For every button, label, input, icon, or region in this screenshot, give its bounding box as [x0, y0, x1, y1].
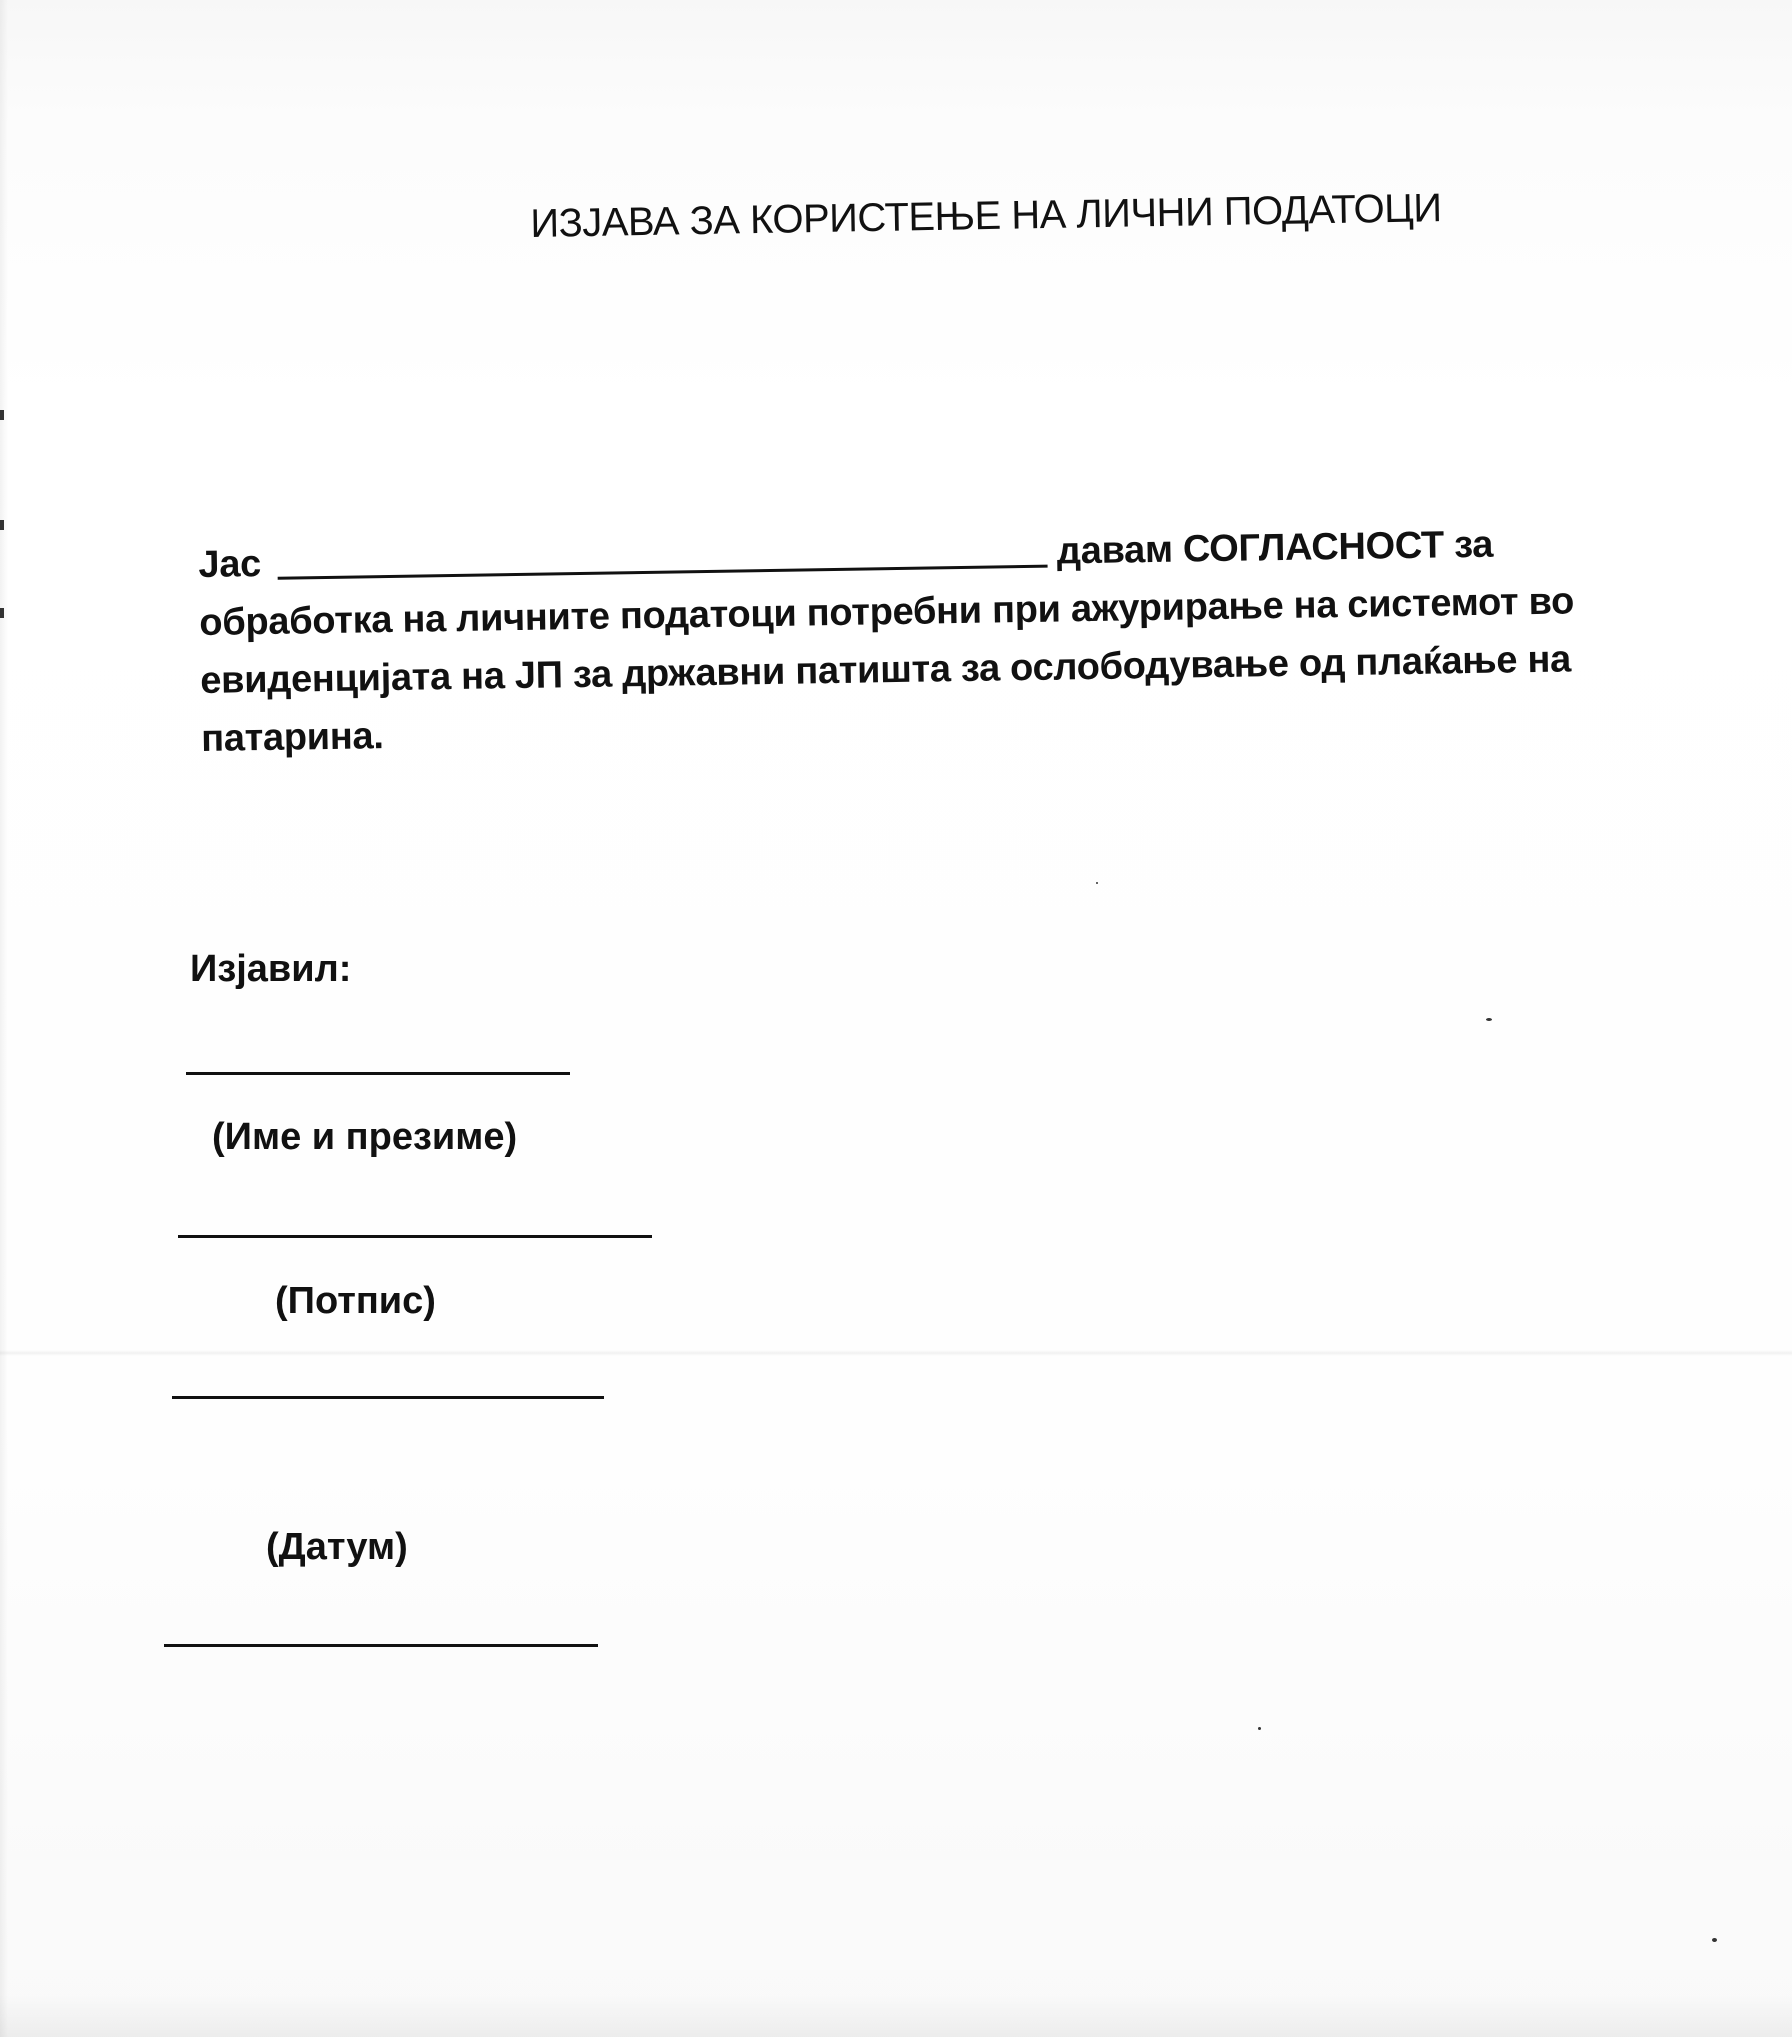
declaration-line-4: патарина.	[200, 715, 384, 760]
declared-by-label: Изјавил:	[190, 948, 352, 990]
scan-speck	[0, 410, 4, 420]
signature-line[interactable]	[178, 1235, 652, 1238]
declaration-prefix: Јас	[198, 543, 262, 586]
declaration-line-2: обработка на личните податоци потребни при ажурирање на системот во	[199, 580, 1575, 644]
signature-label: (Потпис)	[275, 1280, 436, 1322]
date-line-bottom[interactable]	[164, 1644, 598, 1647]
date-label: (Датум)	[266, 1526, 408, 1568]
scan-speck	[1096, 882, 1098, 884]
date-line-top[interactable]	[172, 1396, 604, 1399]
name-fill-in-blank[interactable]	[277, 531, 1047, 580]
scan-speck	[0, 608, 4, 618]
paper-fold-line	[0, 1350, 1792, 1356]
scan-speck	[1486, 1018, 1492, 1021]
scan-speck	[1712, 1938, 1717, 1942]
scan-speck	[1258, 1727, 1261, 1730]
scan-speck	[0, 520, 4, 530]
name-signature-line[interactable]	[186, 1072, 570, 1075]
document-title: ИЗЈАВА ЗА КОРИСТЕЊЕ НА ЛИЧНИ ПОДАТОЦИ	[530, 186, 1442, 246]
scan-bottom-shadow	[0, 1995, 1792, 2037]
scan-edge-shadow	[0, 0, 8, 2037]
declaration-line-3: евиденцијата на ЈП за државни патишта за ослободување од плаќање на	[199, 638, 1572, 702]
name-surname-label: (Име и презиме)	[212, 1116, 518, 1158]
declaration-paragraph	[198, 514, 1601, 768]
declaration-suffix: давам СОГЛАСНОСТ за	[1056, 523, 1494, 573]
